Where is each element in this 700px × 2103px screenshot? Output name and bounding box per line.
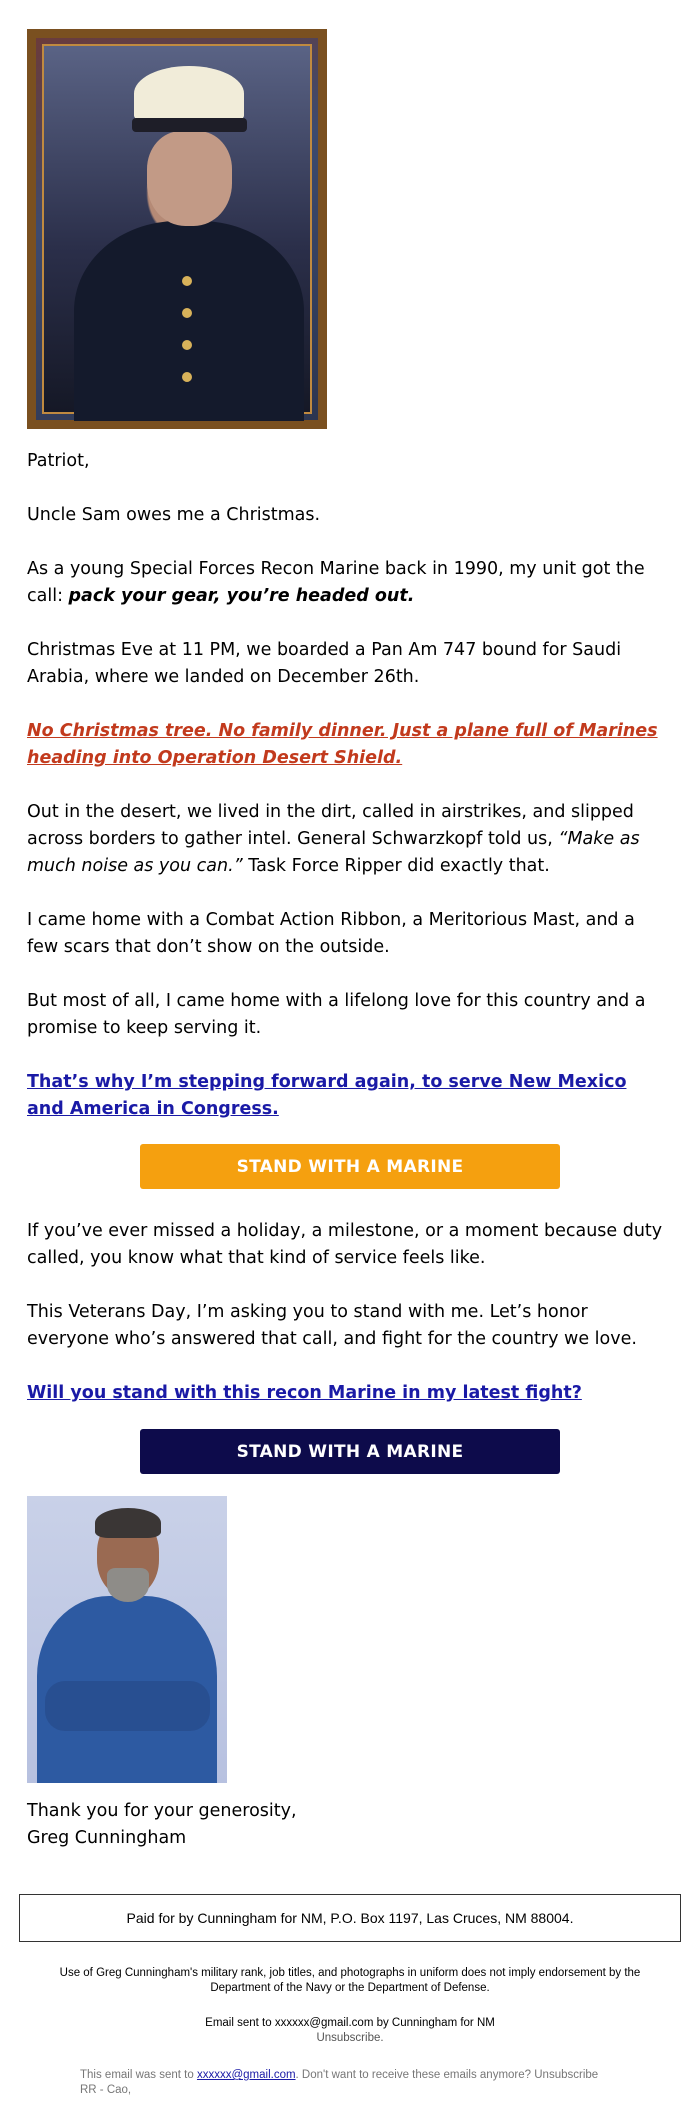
paid-for-disclaimer bbox=[19, 1894, 681, 1942]
paragraph-8 bbox=[27, 1069, 667, 1123]
signoff-name: Greg Cunningham bbox=[27, 1828, 187, 1848]
unsubscribe-link-wrapper bbox=[40, 2031, 660, 2046]
grey-footer-code: RR - Cao, bbox=[80, 2084, 132, 2096]
recon-marine-link[interactable]: Will you stand with this recon Marine in my latest fight? bbox=[27, 1383, 582, 1403]
grey-footer-suffix: . Don't want to receive these emails anymore? Unsubscribe bbox=[295, 2069, 599, 2081]
paid-for-text: Paid for by Cunningham for NM, P.O. Box 1197, Las Cruces, NM 88004. bbox=[126, 1910, 574, 1926]
paragraph-9: If you’ve ever missed a holiday, a milestone, or a moment because duty called, you know what that kind of service feels like. bbox=[27, 1221, 663, 1268]
paragraph-5-text-end: Task Force Ripper did exactly that. bbox=[242, 856, 550, 876]
paragraph-5-text: Out in the desert, we lived in the dirt, called in airstrikes, and slipped across borders to gather intel. General Schwarzkopf told us, bbox=[27, 802, 634, 849]
paragraph-4 bbox=[27, 718, 667, 772]
paragraph-5 bbox=[27, 799, 667, 880]
stand-with-a-marine-button[interactable]: STAND WITH A MARINE bbox=[140, 1144, 560, 1189]
paragraph-2-emphasis: pack your gear, you’re headed out. bbox=[68, 586, 415, 606]
paragraph-10: This Veterans Day, I’m asking you to stand with me. Let’s honor everyone who’s answered that call, and fight for the country we love. bbox=[27, 1302, 637, 1349]
grey-footer-prefix: This email was sent to bbox=[80, 2069, 197, 2081]
paragraph-2-text: As a young Special Forces Recon Marine back in 1990, my unit got the call: bbox=[27, 559, 645, 606]
candidate-photo bbox=[27, 1496, 227, 1783]
recipient-email-link[interactable]: xxxxxx@gmail.com bbox=[196, 2069, 296, 2081]
paragraph-1: Uncle Sam owes me a Christmas. bbox=[27, 505, 321, 525]
paragraph-2 bbox=[27, 556, 667, 610]
sent-to-notice: Email sent to xxxxxx@gmail.com by Cunningham for NM bbox=[205, 2017, 495, 2029]
paragraph-11 bbox=[27, 1380, 667, 1407]
endorsement-disclaimer: Use of Greg Cunningham's military rank, job titles, and photographs in uniform does not imply endorsement by the Department of the Navy or the Department of Defense. bbox=[59, 1967, 641, 1994]
unsubscribe-link[interactable]: Unsubscribe. bbox=[316, 2032, 384, 2044]
paragraph-3: Christmas Eve at 11 PM, we boarded a Pan Am 747 bound for Saudi Arabia, where we landed on December 26th. bbox=[27, 640, 622, 687]
signoff-line-1: Thank you for your generosity, bbox=[27, 1801, 297, 1821]
marine-portrait-photo bbox=[27, 29, 327, 429]
desert-shield-link[interactable]: No Christmas tree. No family dinner. Just a plane full of Marines heading into Operation Desert Shield. bbox=[27, 721, 658, 768]
paragraph-6: I came home with a Combat Action Ribbon, a Meritorious Mast, and a few scars that don’t show on the outside. bbox=[27, 910, 635, 957]
congress-link[interactable]: That’s why I’m stepping forward again, to serve New Mexico and America in Congress. bbox=[27, 1072, 627, 1119]
grey-footer bbox=[80, 2068, 640, 2098]
schwarzkopf-quote: “Make as much noise as you can.” bbox=[27, 829, 640, 876]
salutation: Patriot, bbox=[27, 451, 90, 471]
paragraph-7: But most of all, I came home with a lifelong love for this country and a promise to keep serving it. bbox=[27, 991, 646, 1038]
stand-with-a-marine-button-2[interactable]: STAND WITH A MARINE bbox=[140, 1429, 560, 1474]
